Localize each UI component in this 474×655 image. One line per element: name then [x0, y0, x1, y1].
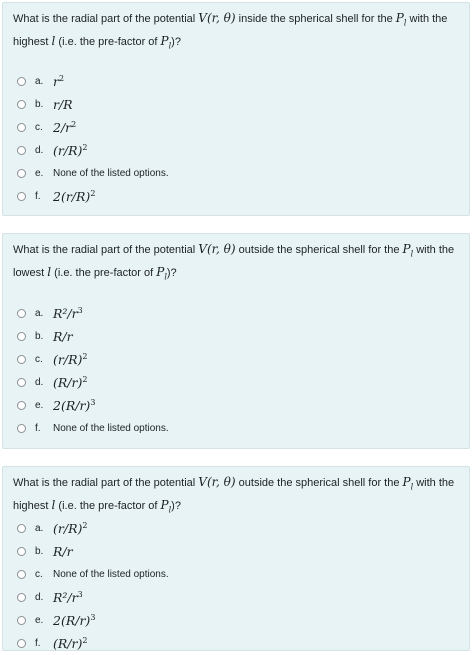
- option-3-c[interactable]: c. None of the listed options.: [17, 563, 459, 586]
- option-3-e[interactable]: e. $2(R/r)^3$: [17, 609, 459, 632]
- option-2-f[interactable]: f. None of the listed options.: [17, 417, 459, 440]
- radio-button[interactable]: [17, 146, 26, 155]
- radio-button[interactable]: [17, 100, 26, 109]
- question-card-3: [2, 466, 470, 651]
- options-list-1: [17, 70, 459, 208]
- option-1-a[interactable]: a. $r^2$: [17, 70, 459, 93]
- radio-button[interactable]: [17, 309, 26, 318]
- option-2-b[interactable]: b. R/r: [17, 325, 459, 348]
- options-list-2: [17, 302, 459, 440]
- options-list-3: [17, 517, 459, 655]
- option-1-c[interactable]: c. $2/r^2$: [17, 116, 459, 139]
- question-text-3: What is the radial part of the potential V(r, θ) outside the spherical shell for the $P_l$ with the highest l (i.e. the pre-factor of $P_l$)?: [13, 475, 455, 515]
- option-1-f[interactable]: f. $2(r/R)^2$: [17, 185, 459, 208]
- radio-button[interactable]: [17, 593, 26, 602]
- option-2-c[interactable]: c. $(r/R)^2$: [17, 348, 459, 371]
- option-2-e[interactable]: e. $2(R/r)^3$: [17, 394, 459, 417]
- option-3-f[interactable]: f. $(R/r)^2$: [17, 632, 459, 655]
- radio-button[interactable]: [17, 547, 26, 556]
- radio-button[interactable]: [17, 169, 26, 178]
- radio-button[interactable]: [17, 332, 26, 341]
- option-1-d[interactable]: d. $(r/R)^2$: [17, 139, 459, 162]
- radio-button[interactable]: [17, 616, 26, 625]
- option-1-b[interactable]: b. r/R: [17, 93, 459, 116]
- question-text-1: What is the radial part of the potential V(r, θ) inside the spherical shell for the $P_l$ with the highest l (i.e. the pre-factor of $P_l$)?: [13, 11, 448, 51]
- question-text-2: What is the radial part of the potential V(r, θ) outside the spherical shell for the $P_l$ with the lowest l (i.e. the pre-factor of $P_l$)?: [13, 242, 455, 282]
- radio-button[interactable]: [17, 355, 26, 364]
- radio-button[interactable]: [17, 401, 26, 410]
- option-3-a[interactable]: a. $(r/R)^2$: [17, 517, 459, 540]
- radio-button[interactable]: [17, 378, 26, 387]
- radio-button[interactable]: [17, 77, 26, 86]
- option-2-d[interactable]: d. $(R/r)^2$: [17, 371, 459, 394]
- option-3-b[interactable]: b. R/r: [17, 540, 459, 563]
- radio-button[interactable]: [17, 192, 26, 201]
- radio-button[interactable]: [17, 570, 26, 579]
- option-1-e[interactable]: e. None of the listed options.: [17, 162, 459, 185]
- radio-button[interactable]: [17, 123, 26, 132]
- radio-button[interactable]: [17, 639, 26, 648]
- question-card-2: [2, 233, 470, 449]
- radio-button[interactable]: [17, 424, 26, 433]
- option-3-d[interactable]: d. $R^2/r^3$: [17, 586, 459, 609]
- option-2-a[interactable]: a. $R^2/r^3$: [17, 302, 459, 325]
- question-card-1: [2, 2, 470, 216]
- radio-button[interactable]: [17, 524, 26, 533]
